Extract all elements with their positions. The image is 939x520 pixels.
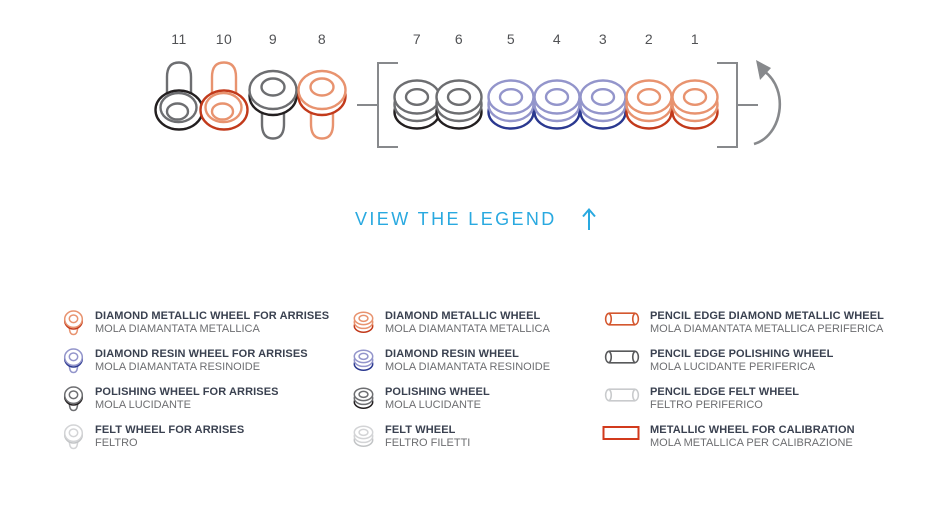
legend-item-subtitle: MOLA DIAMANTATA METALLICA (385, 323, 550, 335)
grinding-wheel-icon (433, 56, 485, 148)
legend-item-title: POLISHING WHEEL (385, 386, 490, 398)
view-legend-link[interactable] (355, 206, 597, 232)
legend-item-text (650, 386, 799, 411)
legend-item-subtitle: MOLA LUCIDANTE PERIFERICA (650, 361, 816, 373)
wheel-number: 5 (506, 31, 516, 47)
pencil-edge-wheel-icon (602, 386, 650, 403)
legend-item-text (650, 310, 884, 335)
legend-column-1 (62, 310, 329, 462)
spindle-group-bracket-close (717, 62, 738, 148)
arris-wheel-bottom-icon (247, 56, 299, 148)
wheel-5 (485, 30, 537, 148)
grinding-wheel-icon (623, 56, 675, 148)
legend-column-3 (602, 310, 884, 462)
legend-item-title: DIAMOND METALLIC WHEEL (385, 310, 541, 322)
legend-item-text (385, 424, 470, 449)
legend-item-subtitle: MOLA DIAMANTATA METALLICA PERIFERICA (650, 323, 884, 335)
legend-item-title: FELT WHEEL FOR ARRISES (95, 424, 245, 436)
view-legend-label[interactable]: VIEW THE LEGEND (355, 208, 557, 229)
wheel-number: 6 (454, 31, 464, 47)
wheel-10 (198, 30, 250, 148)
wheel-number: 10 (215, 31, 233, 47)
rotation-arrow-icon (746, 56, 792, 150)
wheel-number: 8 (317, 31, 327, 47)
legend-item (602, 348, 884, 376)
legend-item-title: PENCIL EDGE POLISHING WHEEL (650, 348, 834, 360)
wheel-4 (531, 30, 583, 148)
wheel-2 (623, 30, 675, 148)
legend-item (352, 386, 550, 414)
legend-item-text (385, 386, 490, 411)
arris-wheel-icon (62, 386, 95, 414)
legend-item (602, 386, 884, 414)
wheel-number: 9 (268, 31, 278, 47)
legend-item (62, 310, 329, 338)
legend-item-title: DIAMOND RESIN WHEEL (385, 348, 519, 360)
wheel-number: 3 (598, 31, 608, 47)
legend-item-subtitle: MOLA DIAMANTATA METALLICA (95, 323, 260, 335)
legend-column-2 (352, 310, 550, 462)
flat-wheel-icon (352, 310, 385, 334)
legend-item-subtitle: MOLA DIAMANTATA RESINOIDE (385, 361, 551, 373)
legend-item-title: PENCIL EDGE FELT WHEEL (650, 386, 800, 398)
legend-item-text (95, 348, 308, 373)
up-arrow-icon[interactable] (581, 206, 597, 232)
legend-item-subtitle: FELTRO (95, 437, 138, 449)
legend-item-title: DIAMOND METALLIC WHEEL FOR ARRISES (95, 310, 330, 322)
legend-item-title: DIAMOND RESIN WHEEL FOR ARRISES (95, 348, 308, 360)
legend-item-subtitle: MOLA LUCIDANTE (385, 399, 481, 411)
wheel-number: 2 (644, 31, 654, 47)
legend-item-title: METALLIC WHEEL FOR CALIBRATION (650, 424, 855, 436)
legend-item-text (95, 386, 279, 411)
legend-item (602, 424, 884, 452)
legend-item (602, 310, 884, 338)
legend-item-text (650, 348, 833, 373)
flat-wheel-icon (352, 386, 385, 410)
pencil-edge-wheel-icon (602, 348, 650, 365)
legend-item (352, 310, 550, 338)
wheel-number: 11 (171, 31, 187, 47)
legend-item-text (95, 424, 244, 449)
legend-item-subtitle: MOLA METALLICA PER CALIBRAZIONE (650, 437, 853, 449)
arris-wheel-icon (62, 424, 95, 452)
wheel-1 (669, 30, 721, 148)
legend-item-title: FELT WHEEL (385, 424, 456, 436)
arris-wheel-icon (62, 348, 95, 376)
flat-wheel-icon (352, 348, 385, 372)
arris-wheel-top-icon (198, 56, 250, 148)
bracket-tick-left (357, 104, 377, 106)
legend-item-text (385, 348, 550, 373)
legend-item-text (385, 310, 550, 335)
grinding-wheel-icon (531, 56, 583, 148)
calibration-wheel-icon (602, 424, 650, 441)
wheel-number: 7 (412, 31, 422, 47)
legend-item-subtitle: MOLA DIAMANTATA RESINOIDE (95, 361, 261, 373)
arris-wheel-icon (62, 310, 95, 338)
legend-item (62, 386, 329, 414)
legend-item-text (650, 424, 855, 449)
legend-item (352, 348, 550, 376)
grinding-wheel-icon (669, 56, 721, 148)
legend-item-text (95, 310, 329, 335)
grinding-wheel-icon (485, 56, 537, 148)
grinding-wheel-icon (577, 56, 629, 148)
spindle-group-bracket-open (377, 62, 398, 148)
pencil-edge-wheel-icon (602, 310, 650, 327)
wheel-8 (296, 30, 348, 148)
legend-item (352, 424, 550, 452)
flat-wheel-icon (352, 424, 385, 448)
wheel-6 (433, 30, 485, 148)
legend-item-title: POLISHING WHEEL FOR ARRISES (95, 386, 279, 398)
legend-item-subtitle: FELTRO FILETTI (385, 437, 471, 449)
wheel-number: 4 (552, 31, 562, 47)
arris-wheel-bottom-icon (296, 56, 348, 148)
legend-item (62, 424, 329, 452)
legend-item-title: PENCIL EDGE DIAMOND METALLIC WHEEL (650, 310, 884, 322)
legend-item-subtitle: MOLA LUCIDANTE (95, 399, 191, 411)
legend-item (62, 348, 329, 376)
wheel-3 (577, 30, 629, 148)
spindle-diagram (0, 0, 939, 170)
wheel-number: 1 (690, 31, 700, 47)
legend-item-subtitle: FELTRO PERIFERICO (650, 399, 763, 411)
wheel-9 (247, 30, 299, 148)
